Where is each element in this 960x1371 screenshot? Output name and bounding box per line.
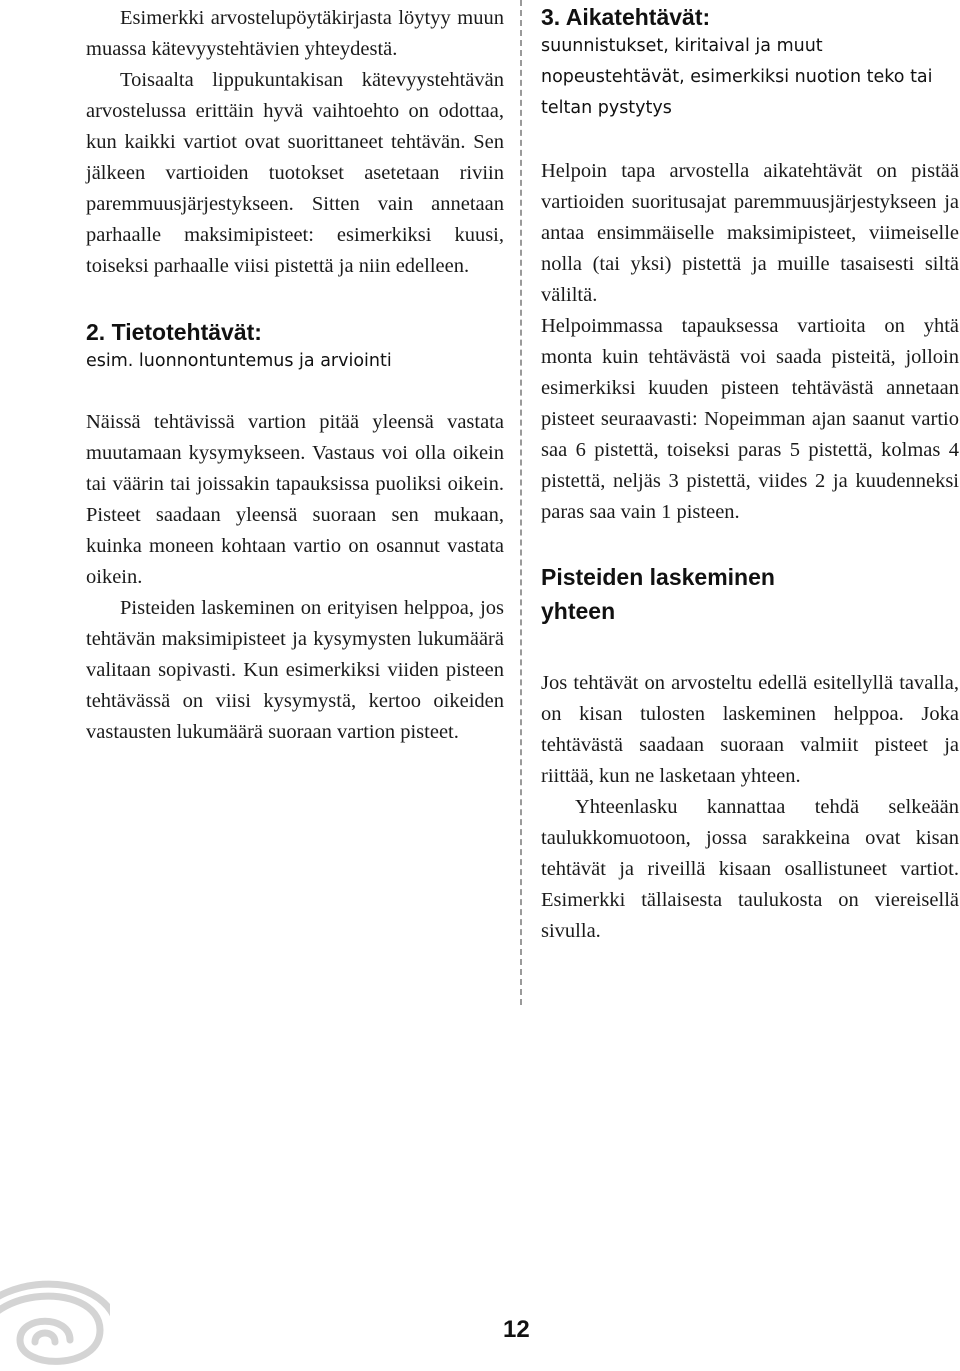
swirl-ornament-icon <box>0 1270 110 1371</box>
right-column <box>541 0 959 947</box>
summing-paragraph-2: Yhteenlasku kannattaa tehdä selkeään taulukkomuotoon, jossa sarakkeina ovat kisan tehtävät ja riveillä kisaan osallistuneet vartiot. Esimerkki tällaisesta taulukosta on viereisellä sivulla. <box>541 796 959 942</box>
section-2-paragraph-2: Pisteiden laskeminen on erityisen helppoa, jos tehtävän maksimipisteet ja kysymysten lukumäärä valitaan sopivasti. Kun esimerkiksi viiden pisteen tehtävässä on viisi kysymystä, kertoo oikeiden vastausten lukumäärä suoraan vartion pisteet. <box>86 597 504 743</box>
section-2-paragraph: Näissä tehtävissä vartion pitää yleensä vastata muutamaan kysymykseen. Vastaus voi olla oikein tai väärin tai joissakin tapauksissa puoliksi oikein. Pisteet saadaan yleensä suoraan sen mukaan, kuinka moneen kohtaan vartio on osannut vastata oikein. <box>86 411 504 588</box>
section-2-subtitle: esim. luonnontuntemus ja arviointi <box>86 351 392 371</box>
column-divider <box>520 0 522 1005</box>
left-column <box>86 0 504 748</box>
section-3-subtitle: suunnistukset, kiritaival ja muut nopeustehtävät, esimerkiksi nuotion teko tai teltan pystytys <box>541 36 933 118</box>
section-3-paragraph-2: Helpoimmassa tapauksessa vartioita on yhtä monta kuin tehtävästä voi saada pisteitä, jolloin esimerkiksi kuuden pisteen tehtävästä annetaan pisteet seuraavasti: Nopeimman ajan saanut vartio saa 6 pistettä, toiseksi paras 5 pistettä, kolmas 4 pistettä, neljäs 3 pistettä, viides 2 ja kuudenneksi paras saa vain 1 pisteen. <box>541 315 959 523</box>
page-number: 12 <box>503 1316 530 1343</box>
section-2-heading: 2. Tietotehtävät: <box>86 319 262 345</box>
section-3-heading: 3. Aikatehtävät: <box>541 4 711 30</box>
intro-paragraph: Esimerkki arvostelupöytäkirjasta löytyy muun muassa kätevyystehtävien yhteydestä. <box>86 7 504 60</box>
summing-heading: Pisteiden laskeminen yhteen <box>541 564 775 624</box>
flag-contest-paragraph: Toisaalta lippukuntakisan kätevyystehtävän arvostelussa erittäin hyvä vaihtoehto on odottaa, kun kaikki vartiot ovat suorittaneet tehtävän. Sen jälkeen vartioiden tuotokset asetetaan riviin paremmuusjärjestykseen. Sitten vain annetaan parhaalle maksimipisteet: esimerkiksi kuusi, toiseksi parhaalle viisi pistettä ja niin edelleen. <box>86 69 504 277</box>
section-3-paragraph: Helpoin tapa arvostella aikatehtävät on pistää vartioiden suoritusajat paremmuusjärjestykseen ja antaa ensimmäiselle maksimipisteet, viimeiselle nolla (tai yksi) pistettä ja muille tasaisesti siltä väliltä. <box>541 160 959 306</box>
summing-paragraph: Jos tehtävät on arvosteltu edellä esitellyllä tavalla, on kisan tulosten laskeminen helppoa. Joka tehtävästä saadaan suoraan valmiit pisteet ja riittää, kun ne lasketaan yhteen. <box>541 672 959 787</box>
